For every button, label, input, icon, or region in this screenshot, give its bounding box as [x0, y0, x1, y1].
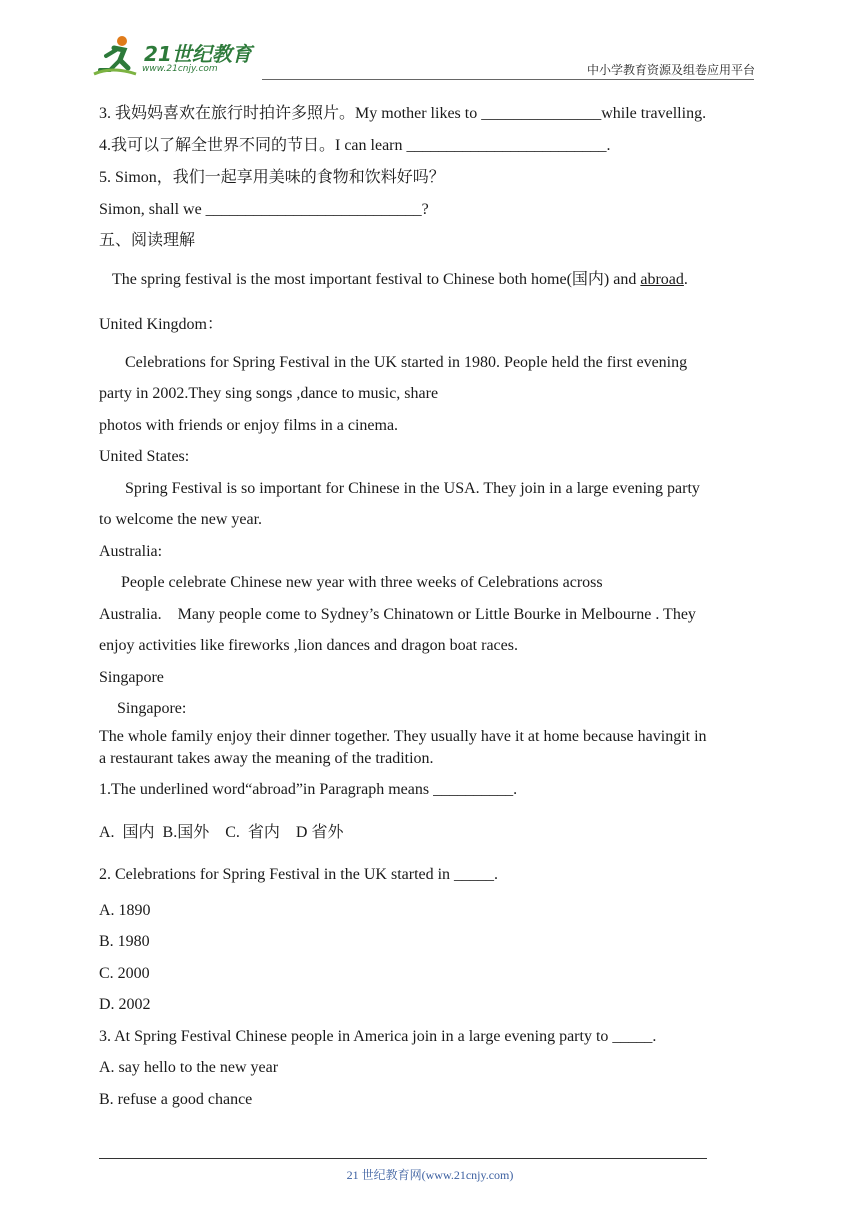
australia-paragraph-line-1: People celebrate Chinese new year with three weeks of Celebrations across — [121, 574, 603, 591]
question-2-option-c: C. 2000 — [99, 965, 150, 982]
logo-text: 21世纪教育 — [144, 42, 252, 66]
reading-intro-end: . — [683, 271, 688, 288]
subheading-singapore: Singapore: — [117, 700, 187, 717]
reading-question-2: 2. Celebrations for Spring Festival in the UK started in _____. — [99, 866, 499, 883]
australia-paragraph-line-3: enjoy activities like fireworks ,lion dances and dragon boat races. — [99, 637, 518, 654]
site-logo — [92, 34, 262, 78]
singapore-paragraph-line-1: The whole family enjoy their dinner together. They usually have it at home because havingit in — [99, 728, 707, 745]
reading-intro — [112, 270, 688, 290]
us-paragraph-line-2: to welcome the new year. — [99, 511, 263, 528]
platform-name: 中小学教育资源及组卷应用平台 — [586, 63, 755, 77]
question-2-option-d: D. 2002 — [99, 996, 151, 1013]
translate-question-5-chinese: 5. Simon，我们一起享用美味的食物和饮料好吗？ — [99, 169, 445, 186]
question-2-option-a: A. 1890 — [99, 902, 151, 919]
question-3-option-a: A. say hello to the new year — [99, 1059, 279, 1076]
reading-intro-text: The spring festival is the most important festival to Chinese both home(国内) and — [112, 271, 641, 288]
reading-question-1: 1.The underlined word“abroad”in Paragraph means __________. — [99, 781, 518, 798]
translate-question-3: 3. 我妈妈喜欢在旅行时拍许多照片。My mother likes to _______________while travelling. — [99, 105, 707, 122]
underlined-word-abroad: abroad — [640, 271, 684, 288]
heading-united-kingdom: United Kingdom： — [99, 316, 223, 333]
section-title-reading: 五、阅读理解 — [99, 232, 196, 249]
footer-link[interactable]: 21 世纪教育网(www.21cnjy.com) — [346, 1168, 514, 1182]
uk-paragraph-line-2: party in 2002.They sing songs ,dance to music, share — [99, 385, 439, 402]
question-2-option-b: B. 1980 — [99, 933, 150, 950]
reading-question-1-options: A. 国内 B.国外 C. 省内 D 省外 — [99, 824, 344, 841]
reading-question-3: 3. At Spring Festival Chinese people in America join in a large evening party to _____. — [99, 1028, 657, 1045]
translate-question-4: 4.我可以了解全世界不同的节日。I can learn _________________________. — [99, 137, 611, 154]
australia-paragraph-line-2: Australia. Many people come to Sydney’s Chinatown or Little Bourke in Melbourne . They — [99, 606, 696, 623]
heading-australia: Australia: — [99, 543, 163, 560]
footer-divider — [99, 1158, 707, 1159]
runner-logo-icon — [92, 34, 140, 78]
question-3-option-b: B. refuse a good chance — [99, 1091, 253, 1108]
us-paragraph-line-1: Spring Festival is so important for Chinese in the USA. They join in a large evening party — [125, 480, 700, 497]
uk-paragraph-line-3: photos with friends or enjoy films in a cinema. — [99, 417, 399, 434]
translate-question-5-english: Simon, shall we ___________________________? — [99, 201, 429, 218]
header-divider — [262, 79, 754, 80]
heading-united-states: United States: — [99, 448, 190, 465]
uk-paragraph-line-1: Celebrations for Spring Festival in the UK started in 1980. People held the first evening — [125, 354, 688, 371]
logo-url: www.21cnjy.com — [142, 64, 218, 74]
heading-singapore: Singapore — [99, 669, 164, 686]
singapore-paragraph-line-2: a restaurant takes away the meaning of the tradition. — [99, 750, 434, 767]
